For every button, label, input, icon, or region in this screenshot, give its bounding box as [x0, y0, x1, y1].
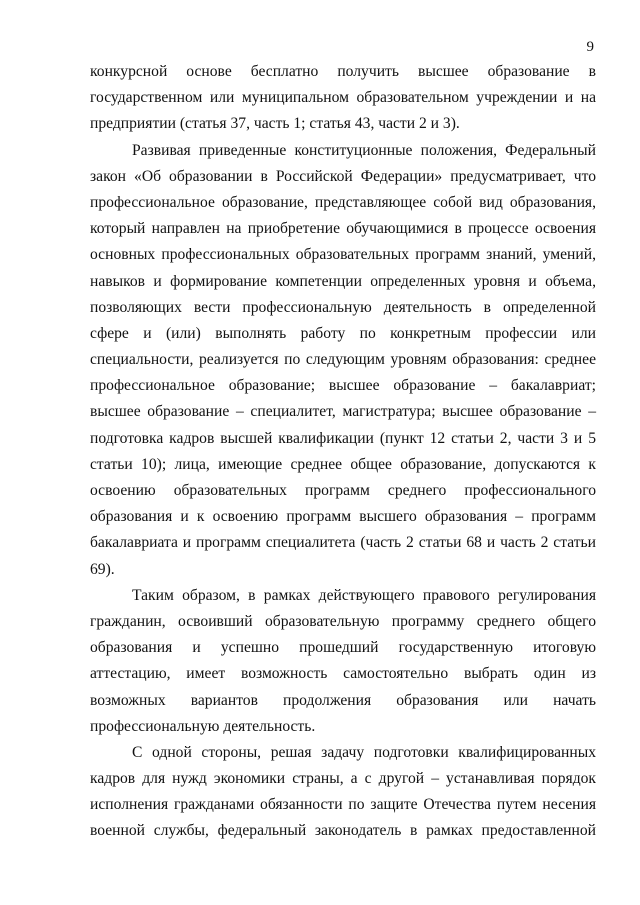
body-text [90, 59, 596, 845]
text-line: Развивая приведенные конституционные положения, Федеральный [132, 141, 596, 159]
text-line: гражданин, освоивший образовательную программу среднего общего [90, 612, 596, 630]
page-number: 9 [586, 39, 594, 55]
text-line: освоению образовательных программ среднего профессионального [90, 482, 596, 499]
text-line: позволяющих вести профессиональную деятельность в определенной [90, 298, 596, 316]
text-line: военной службы, федеральный законодатель в рамках предоставленной [90, 822, 596, 840]
text-line: государственном или муниципальном образовательном учреждении и на [90, 89, 596, 107]
text-line: который направлен на приобретение обучающимися в процессе освоения [90, 220, 596, 238]
text-line: сфере и (или) выполнять работу по конкретным профессии или [90, 324, 596, 342]
text-line: закон «Об образовании в Российской Федерации» предусматривает, что [90, 167, 596, 185]
text-line: исполнения гражданами обязанности по защите Отечества путем несения [90, 796, 596, 814]
text-line: образования и успешно прошедший государственную итоговую [90, 639, 596, 657]
text-line: Таким образом, в рамках действующего правового регулирования [132, 586, 596, 604]
text-line: профессиональное образование; высшее образование – бакалавриат; [90, 377, 596, 395]
text-line: основных профессиональных образовательных программ знаний, умений, [90, 246, 596, 264]
text-line: высшее образование – специалитет, магистратура; высшее образование – [90, 403, 596, 421]
text-line: специальности, реализуется по следующим уровням образования: среднее [90, 351, 596, 369]
text-line: профессиональное образование, представляющее собой вид образования, [90, 193, 596, 211]
text-line: С одной стороны, решая задачу подготовки квалифицированных [132, 743, 596, 761]
text-line: статьи 10); лица, имеющие среднее общее образование, допускаются к [90, 455, 596, 473]
text-line: предприятии (статья 37, часть 1; статья 43, части 2 и 3). [90, 115, 460, 133]
text-line: конкурсной основе бесплатно получить высшее образование в [90, 63, 596, 80]
text-line: 69). [90, 560, 115, 578]
text-line: навыков и формирование компетенции определенных уровня и объема, [90, 272, 596, 290]
text-line: образования и к освоению программ высшего образования – программ [90, 508, 596, 526]
text-line: возможных вариантов продолжения образования или начать [90, 691, 596, 709]
text-line: подготовка кадров высшей квалификации (пункт 12 статьи 2, части 3 и 5 [90, 429, 596, 447]
text-line: аттестацию, имеет возможность самостоятельно выбрать один из [90, 665, 596, 683]
text-line: профессиональную деятельность. [90, 717, 316, 735]
text-line: кадров для нужд экономики страны, а с другой – устанавливая порядок [90, 770, 596, 788]
text-line: бакалавриата и программ специалитета (часть 2 статьи 68 и часть 2 статьи [90, 534, 596, 552]
